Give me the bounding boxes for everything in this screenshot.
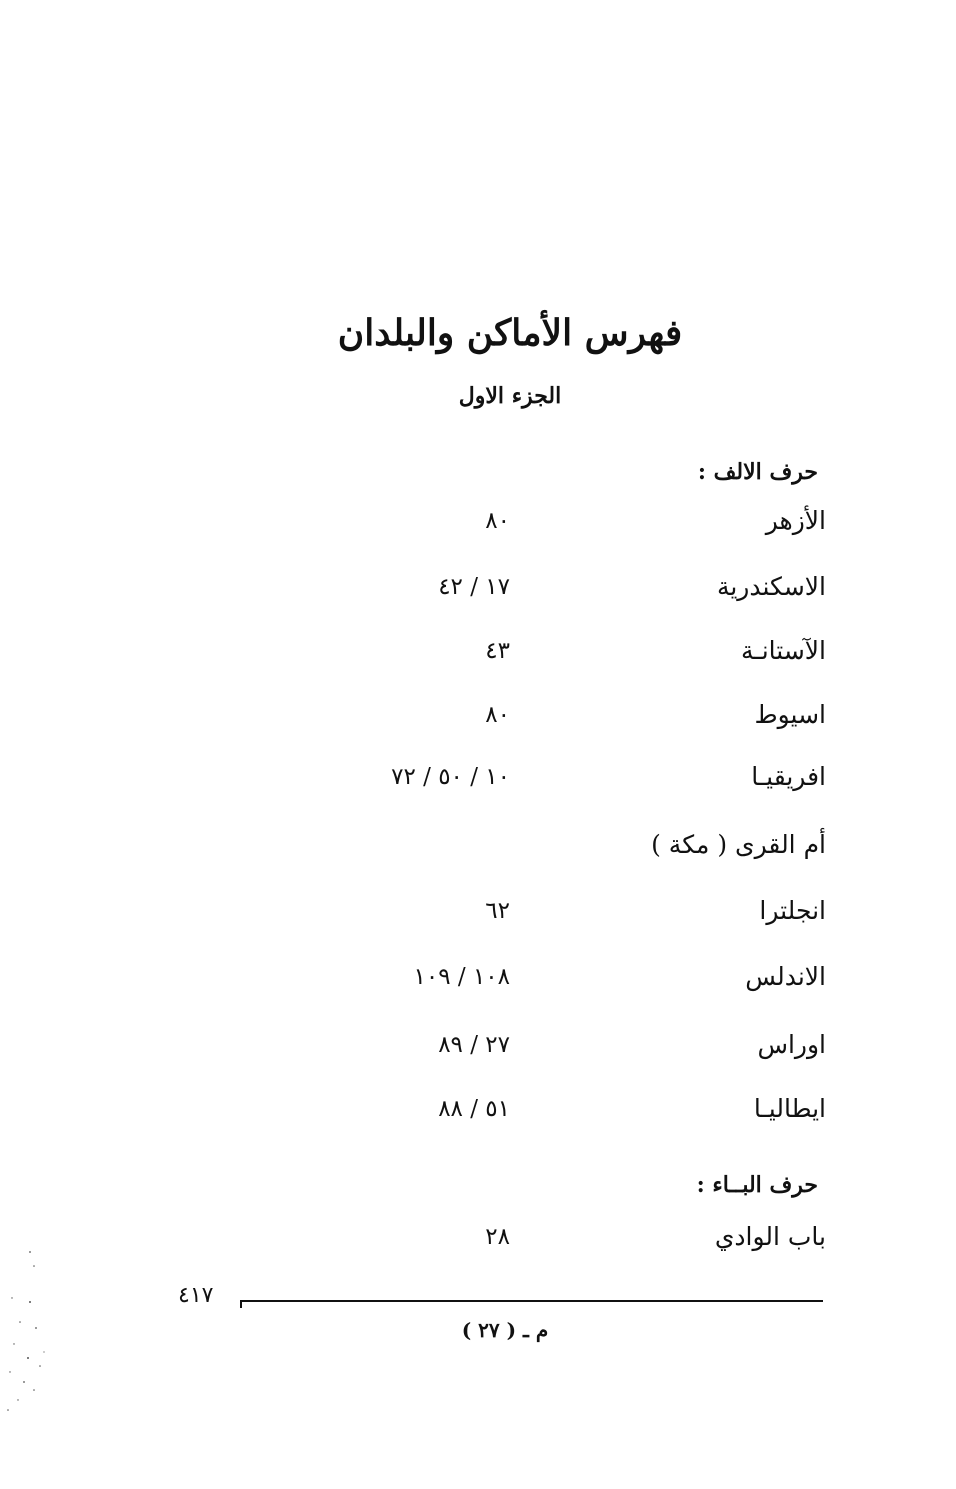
- entry-name-andalus: الاندلس: [745, 962, 826, 991]
- entry-pages-azhar: ٨٠: [485, 508, 510, 534]
- entry-name-azhar: الأزهر: [765, 506, 826, 535]
- section-heading-alif: حرف الالف :: [697, 459, 818, 485]
- page-title: فهرس الأماكن والبلدان: [337, 312, 683, 354]
- page-number: ٤١٧: [178, 1283, 214, 1308]
- entry-name-umm-al-qura: أم القرى ( مكة ): [651, 830, 826, 859]
- entry-pages-alexandria: ١٧ / ٤٢: [438, 574, 510, 600]
- scan-specks: [0, 1240, 70, 1420]
- entry-pages-england: ٦٢: [485, 898, 510, 924]
- entry-pages-andalus: ١٠٨ / ١٠٩: [413, 964, 510, 990]
- entry-name-asyut: اسيوط: [754, 700, 826, 729]
- entry-name-aures: اوراس: [757, 1030, 826, 1059]
- entry-pages-aures: ٢٧ / ٨٩: [438, 1032, 510, 1058]
- entry-name-alexandria: الاسكندرية: [716, 572, 826, 601]
- entry-name-italy: ايطاليـا: [753, 1094, 826, 1123]
- entry-name-astana: الآستانـة: [741, 636, 826, 665]
- footer-rule: [240, 1300, 823, 1302]
- entry-pages-astana: ٤٣: [485, 638, 510, 664]
- entry-pages-bab-el-oued: ٢٨: [485, 1224, 510, 1250]
- entry-pages-italy: ٥١ / ٨٨: [438, 1096, 510, 1122]
- entry-pages-asyut: ٨٠: [485, 702, 510, 728]
- page-subtitle: الجزء الاول: [458, 383, 562, 409]
- footer-rule-tick: [240, 1300, 242, 1308]
- printer-signature: م ـ ( ٢٧ ): [461, 1318, 549, 1342]
- entry-pages-africa: ١٠ / ٥٠ / ٧٢: [391, 764, 510, 790]
- entry-name-bab-el-oued: باب الوادي: [714, 1222, 826, 1251]
- section-heading-ba: حرف البــاء :: [696, 1172, 818, 1198]
- entry-name-africa: افريقيـا: [751, 762, 826, 791]
- entry-name-england: انجلترا: [759, 896, 826, 925]
